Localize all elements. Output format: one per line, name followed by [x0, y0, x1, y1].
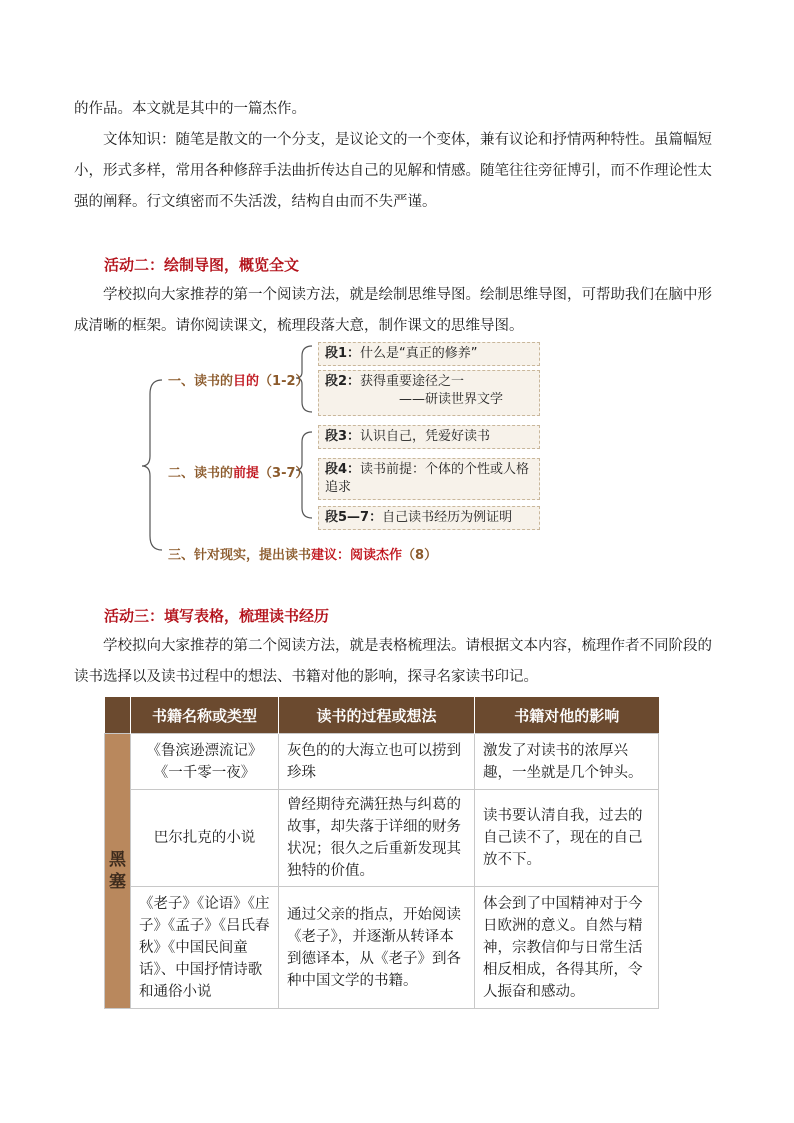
- activity3-paragraph: 学校拟向大家推荐的第二个阅读方法，就是表格梳理法。请根据文本内容，梳理作者不同阶段的读书选择以及读书过程中的想法、书籍对他的影响，探寻名家读书印记。: [74, 638, 712, 685]
- branch-suggestion: 三、针对现实，提出读书建议：阅读杰作（8）: [168, 548, 438, 563]
- table-row: [105, 887, 659, 1009]
- table-cell-process: 灰色的的大海立也可以捞到珍珠: [279, 734, 475, 790]
- table-row: [105, 734, 659, 790]
- table-row: [105, 790, 659, 887]
- branch-premise: 二、读书的前提（3-7）: [168, 466, 309, 481]
- mind-map-node-p3: 段3：认识自己，凭爱好读书: [318, 425, 540, 449]
- table-header: 书籍名称或类型: [131, 697, 279, 734]
- table-cell-process: 通过父亲的指点，开始阅读《老子》，并逐渐从转译本到德译本，从《老子》到各种中国文学的书籍。: [279, 887, 475, 1009]
- table-cell-effect: 激发了对读书的浓厚兴趣，一坐就是几个钟头。: [475, 734, 659, 790]
- mind-map: [140, 338, 560, 568]
- table-header: 书籍对他的影响: [475, 697, 659, 734]
- table-cell-book: 《鲁滨逊漂流记》《一千零一夜》: [131, 734, 279, 790]
- author-label: 黑塞: [105, 734, 131, 1009]
- activity2-heading: 活动二：绘制导图，概览全文: [104, 256, 300, 274]
- reading-record-table: [104, 697, 659, 1009]
- table-header: 读书的过程或想法: [279, 697, 475, 734]
- table-header-row: [105, 697, 659, 734]
- intro-line: 的作品。本文就是其中的一篇杰作。: [74, 101, 306, 117]
- mind-map-node-p1: 段1：什么是“真正的修养”: [318, 342, 540, 366]
- table-cell-effect: 体会到了中国精神对于今日欧洲的意义。自然与精神，宗教信仰与日常生活相反相成，各得其所，令人振奋和感动。: [475, 887, 659, 1009]
- mind-map-node-p2: 段2：获得重要途径之一 ——研读世界文学: [318, 370, 540, 416]
- table-cell-book: 《老子》《论语》《庄子》《孟子》《吕氏春秋》《中国民间童话》、中国抒情诗歌和通俗小说: [131, 887, 279, 1009]
- table-cell-book: 巴尔扎克的小说: [131, 790, 279, 887]
- activity3-heading: 活动三：填写表格，梳理读书经历: [104, 607, 330, 625]
- genre-knowledge-paragraph: 文体知识：随笔是散文的一个分支，是议论文的一个变体，兼有议论和抒情两种特性。虽篇幅短小，形式多样，常用各种修辞手法曲折传达自己的见解和情感。随笔往往旁征博引，而不作理论性太强的阐释。行文缜密而不失活泼，结构自由而不失严谨。: [74, 132, 712, 210]
- activity2-paragraph: 学校拟向大家推荐的第一个阅读方法，就是绘制思维导图。绘制思维导图，可帮助我们在脑中形成清晰的框架。请你阅读课文，梳理段落大意，制作课文的思维导图。: [74, 287, 712, 334]
- table-cell-process: 曾经期待充满狂热与纠葛的故事，却失落于详细的财务状况；很久之后重新发现其独特的价值。: [279, 790, 475, 887]
- table-header-corner: [105, 697, 131, 734]
- mind-map-node-p5: 段5—7：自己读书经历为例证明: [318, 506, 540, 530]
- table-cell-effect: 读书要认清自我，过去的自己读不了，现在的自己放不下。: [475, 790, 659, 887]
- mind-map-node-p4: 段4：读书前提：个体的个性或人格追求: [318, 458, 540, 500]
- branch-purpose: 一、读书的目的（1-2）: [168, 374, 309, 389]
